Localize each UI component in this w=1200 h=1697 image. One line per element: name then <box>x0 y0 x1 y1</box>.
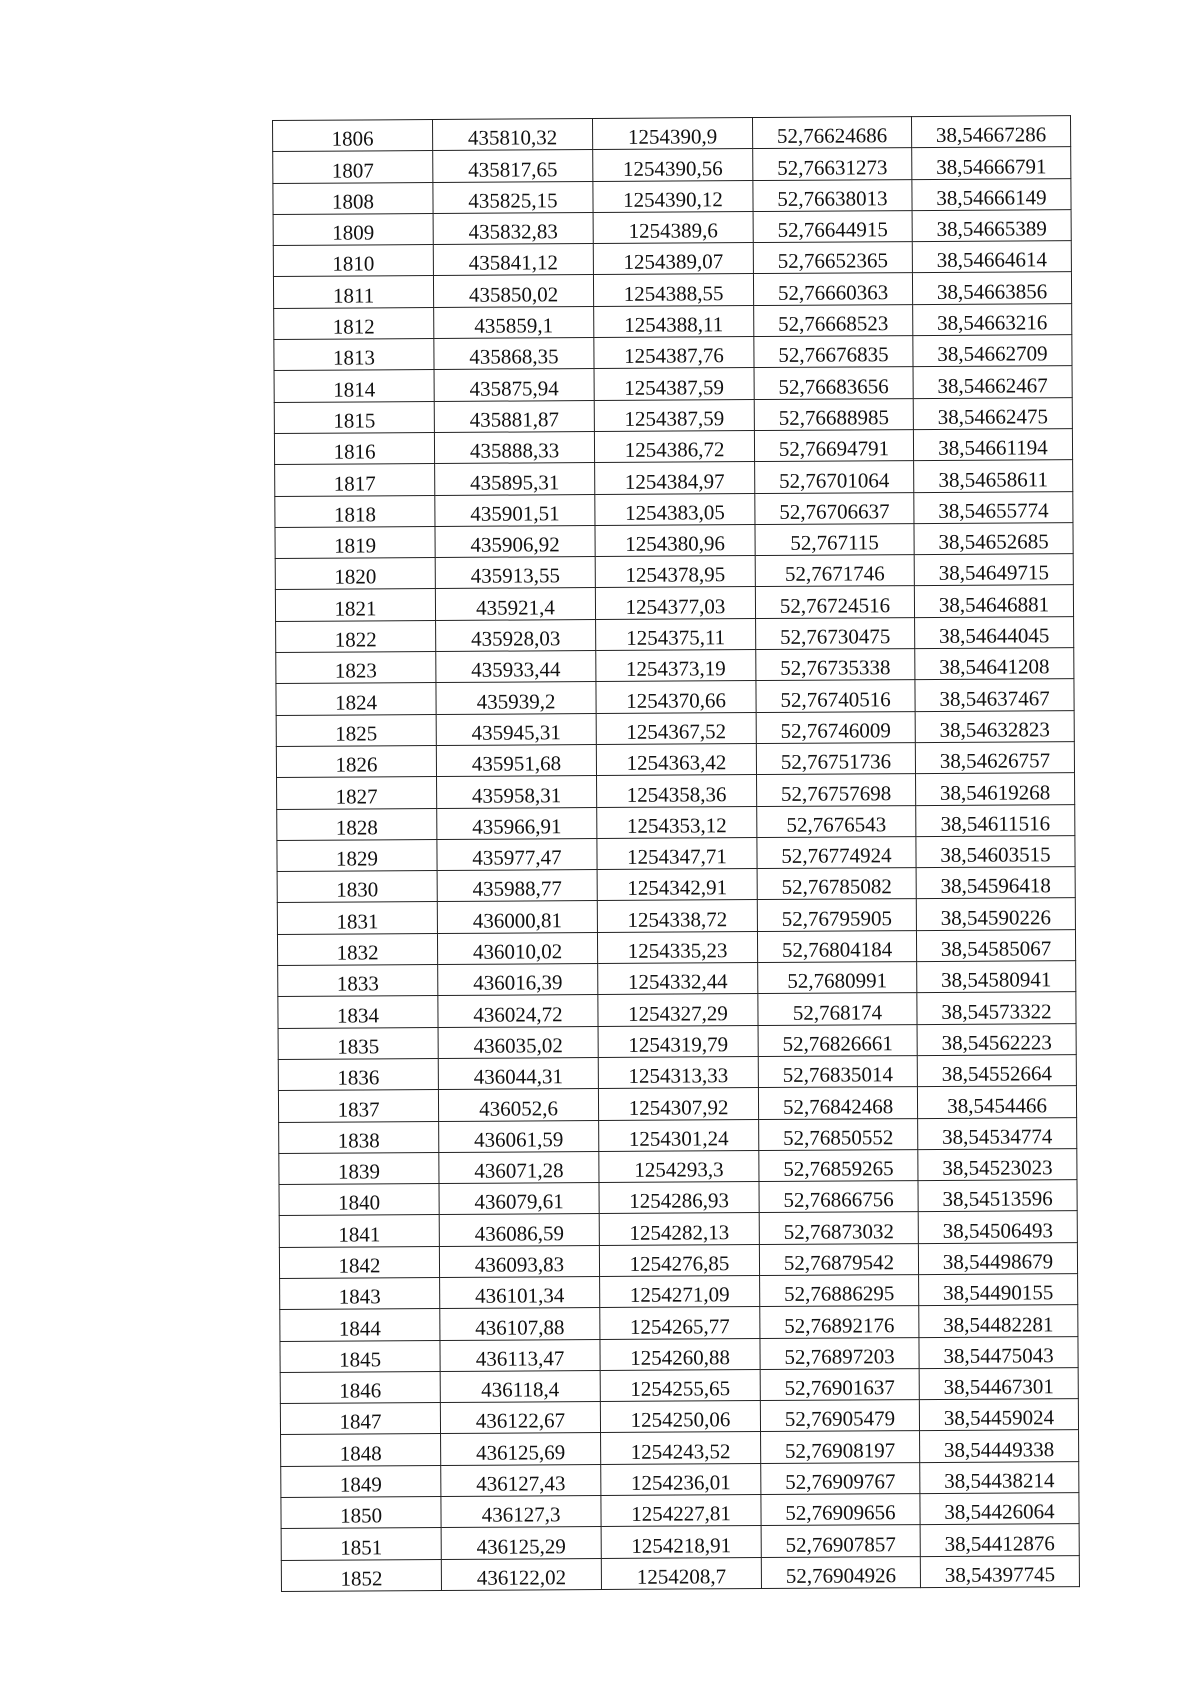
latitude-cell: 52,7676543 <box>757 805 916 837</box>
y-coordinate-cell: 1254388,55 <box>593 274 753 306</box>
point-number-cell: 1809 <box>273 213 433 245</box>
table-row <box>273 178 1071 214</box>
coordinates-table-body <box>273 116 1080 1592</box>
table-row <box>279 1242 1077 1278</box>
table-row <box>274 397 1072 433</box>
y-coordinate-cell: 1254313,33 <box>598 1056 758 1088</box>
x-coordinate-cell: 435951,68 <box>436 744 596 776</box>
point-number-cell: 1807 <box>273 151 433 183</box>
point-number-cell: 1841 <box>279 1215 439 1247</box>
longitude-cell: 38,54449338 <box>920 1430 1079 1462</box>
table-row <box>281 1461 1079 1497</box>
table-row <box>275 522 1073 558</box>
latitude-cell: 52,76785082 <box>757 868 916 900</box>
y-coordinate-cell: 1254301,24 <box>599 1119 759 1151</box>
longitude-cell: 38,54619268 <box>916 773 1075 805</box>
longitude-cell: 38,54498679 <box>918 1242 1077 1274</box>
longitude-cell: 38,54534774 <box>918 1117 1077 1149</box>
y-coordinate-cell: 1254383,05 <box>595 493 755 525</box>
y-coordinate-cell: 1254378,95 <box>595 556 755 588</box>
latitude-cell: 52,76904926 <box>761 1556 920 1588</box>
latitude-cell: 52,7680991 <box>758 962 917 994</box>
x-coordinate-cell: 435868,35 <box>434 338 594 370</box>
point-number-cell: 1816 <box>274 432 434 464</box>
table-row <box>281 1555 1079 1591</box>
latitude-cell: 52,76706637 <box>755 492 914 524</box>
longitude-cell: 38,54662475 <box>913 397 1072 429</box>
latitude-cell: 52,76694791 <box>754 430 913 462</box>
point-number-cell: 1843 <box>280 1277 440 1309</box>
latitude-cell: 52,76879542 <box>759 1243 918 1275</box>
y-coordinate-cell: 1254236,01 <box>601 1463 761 1495</box>
longitude-cell: 38,54580941 <box>917 961 1076 993</box>
table-row <box>273 147 1071 183</box>
point-number-cell: 1840 <box>279 1184 439 1216</box>
latitude-cell: 52,768174 <box>758 993 917 1025</box>
longitude-cell: 38,54644045 <box>915 616 1074 648</box>
latitude-cell: 52,76644915 <box>753 210 912 242</box>
x-coordinate-cell: 436122,67 <box>440 1402 600 1434</box>
latitude-cell: 52,76757698 <box>757 774 916 806</box>
y-coordinate-cell: 1254387,59 <box>594 399 754 431</box>
table-row <box>274 366 1072 402</box>
x-coordinate-cell: 435939,2 <box>436 682 596 714</box>
y-coordinate-cell: 1254276,85 <box>599 1244 759 1276</box>
latitude-cell: 52,76624686 <box>752 117 911 149</box>
y-coordinate-cell: 1254390,9 <box>592 118 752 150</box>
x-coordinate-cell: 435966,91 <box>437 807 597 839</box>
x-coordinate-cell: 436125,69 <box>441 1433 601 1465</box>
longitude-cell: 38,54646881 <box>914 585 1073 617</box>
x-coordinate-cell: 436061,59 <box>439 1120 599 1152</box>
latitude-cell: 52,76873032 <box>759 1212 918 1244</box>
longitude-cell: 38,54662467 <box>913 366 1072 398</box>
table-row <box>280 1399 1078 1435</box>
y-coordinate-cell: 1254342,91 <box>597 869 757 901</box>
point-number-cell: 1810 <box>273 245 433 277</box>
point-number-cell: 1813 <box>274 339 434 371</box>
table-row <box>274 429 1072 465</box>
table-row <box>279 1180 1077 1216</box>
latitude-cell: 52,76795905 <box>757 899 916 931</box>
table-row <box>275 491 1073 527</box>
table-row <box>277 898 1075 934</box>
point-number-cell: 1825 <box>276 714 436 746</box>
point-number-cell: 1815 <box>274 401 434 433</box>
y-coordinate-cell: 1254319,79 <box>598 1025 758 1057</box>
latitude-cell: 52,76850552 <box>759 1118 918 1150</box>
x-coordinate-cell: 435928,03 <box>436 619 596 651</box>
latitude-cell: 52,76866756 <box>759 1181 918 1213</box>
x-coordinate-cell: 436035,02 <box>438 1026 598 1058</box>
x-coordinate-cell: 436113,47 <box>440 1339 600 1371</box>
table-row <box>280 1274 1078 1310</box>
latitude-cell: 52,76842468 <box>758 1087 917 1119</box>
longitude-cell: 38,54611516 <box>916 804 1075 836</box>
table-row <box>273 116 1071 152</box>
x-coordinate-cell: 435933,44 <box>436 651 596 683</box>
latitude-cell: 52,76730475 <box>756 617 915 649</box>
x-coordinate-cell: 436127,3 <box>441 1496 601 1528</box>
point-number-cell: 1831 <box>277 902 437 934</box>
point-number-cell: 1848 <box>281 1434 441 1466</box>
latitude-cell: 52,76631273 <box>753 148 912 180</box>
x-coordinate-cell: 435945,31 <box>436 713 596 745</box>
table-row <box>276 648 1074 684</box>
point-number-cell: 1835 <box>278 1027 438 1059</box>
x-coordinate-cell: 436093,83 <box>439 1245 599 1277</box>
x-coordinate-cell: 435881,87 <box>434 400 594 432</box>
latitude-cell: 52,76668523 <box>754 304 913 336</box>
x-coordinate-cell: 435832,83 <box>433 212 593 244</box>
x-coordinate-cell: 436101,34 <box>440 1277 600 1309</box>
longitude-cell: 38,54412876 <box>920 1524 1079 1556</box>
point-number-cell: 1830 <box>277 871 437 903</box>
table-row <box>275 554 1073 590</box>
x-coordinate-cell: 435906,92 <box>435 525 595 557</box>
longitude-cell: 38,54661194 <box>913 429 1072 461</box>
point-number-cell: 1821 <box>275 589 435 621</box>
point-number-cell: 1850 <box>281 1497 441 1529</box>
x-coordinate-cell: 436107,88 <box>440 1308 600 1340</box>
y-coordinate-cell: 1254335,23 <box>597 931 757 963</box>
y-coordinate-cell: 1254390,12 <box>593 180 753 212</box>
latitude-cell: 52,76908197 <box>761 1431 920 1463</box>
point-number-cell: 1837 <box>278 1090 438 1122</box>
latitude-cell: 52,76835014 <box>758 1055 917 1087</box>
latitude-cell: 52,767115 <box>755 523 914 555</box>
y-coordinate-cell: 1254358,36 <box>597 775 757 807</box>
table-row <box>279 1148 1077 1184</box>
x-coordinate-cell: 435901,51 <box>435 494 595 526</box>
longitude-cell: 38,54655774 <box>914 491 1073 523</box>
table-row <box>281 1493 1079 1529</box>
x-coordinate-cell: 436127,43 <box>441 1464 601 1496</box>
longitude-cell: 38,54573322 <box>917 992 1076 1024</box>
longitude-cell: 38,54523023 <box>918 1148 1077 1180</box>
y-coordinate-cell: 1254353,12 <box>597 806 757 838</box>
point-number-cell: 1839 <box>279 1152 439 1184</box>
x-coordinate-cell: 435825,15 <box>433 181 593 213</box>
y-coordinate-cell: 1254218,91 <box>601 1526 761 1558</box>
x-coordinate-cell: 435977,47 <box>437 838 597 870</box>
y-coordinate-cell: 1254338,72 <box>597 900 757 932</box>
point-number-cell: 1849 <box>281 1465 441 1497</box>
latitude-cell: 52,76740516 <box>756 680 915 712</box>
point-number-cell: 1823 <box>276 652 436 684</box>
latitude-cell: 52,76774924 <box>757 836 916 868</box>
y-coordinate-cell: 1254389,07 <box>593 243 753 275</box>
longitude-cell: 38,54459024 <box>919 1399 1078 1431</box>
table-row <box>276 742 1074 778</box>
longitude-cell: 38,5454466 <box>917 1086 1076 1118</box>
x-coordinate-cell: 436122,02 <box>441 1558 601 1590</box>
table-row <box>277 929 1075 965</box>
latitude-cell: 52,76676835 <box>754 336 913 368</box>
latitude-cell: 52,76907857 <box>761 1525 920 1557</box>
latitude-cell: 52,76724516 <box>755 586 914 618</box>
point-number-cell: 1827 <box>277 777 437 809</box>
table-row <box>274 303 1072 339</box>
point-number-cell: 1829 <box>277 839 437 871</box>
longitude-cell: 38,54667286 <box>911 116 1070 148</box>
longitude-cell: 38,54662709 <box>913 335 1072 367</box>
x-coordinate-cell: 436044,31 <box>438 1057 598 1089</box>
longitude-cell: 38,54626757 <box>915 742 1074 774</box>
point-number-cell: 1811 <box>273 276 433 308</box>
longitude-cell: 38,54506493 <box>918 1211 1077 1243</box>
x-coordinate-cell: 435841,12 <box>433 244 593 276</box>
point-number-cell: 1818 <box>275 495 435 527</box>
y-coordinate-cell: 1254347,71 <box>597 837 757 869</box>
longitude-cell: 38,54637467 <box>915 679 1074 711</box>
longitude-cell: 38,54585067 <box>916 929 1075 961</box>
x-coordinate-cell: 435875,94 <box>434 369 594 401</box>
latitude-cell: 52,76826661 <box>758 1024 917 1056</box>
longitude-cell: 38,54482281 <box>919 1305 1078 1337</box>
longitude-cell: 38,54663856 <box>912 272 1071 304</box>
point-number-cell: 1819 <box>275 526 435 558</box>
x-coordinate-cell: 435913,55 <box>435 557 595 589</box>
point-number-cell: 1812 <box>274 307 434 339</box>
latitude-cell: 52,76909767 <box>761 1462 920 1494</box>
x-coordinate-cell: 435810,32 <box>433 119 593 151</box>
point-number-cell: 1833 <box>278 965 438 997</box>
latitude-cell: 52,76683656 <box>754 367 913 399</box>
x-coordinate-cell: 435988,77 <box>437 870 597 902</box>
y-coordinate-cell: 1254332,44 <box>598 963 758 995</box>
y-coordinate-cell: 1254271,09 <box>600 1276 760 1308</box>
table-row <box>278 1055 1076 1091</box>
y-coordinate-cell: 1254386,72 <box>594 431 754 463</box>
longitude-cell: 38,54649715 <box>914 554 1073 586</box>
longitude-cell: 38,54666149 <box>912 178 1071 210</box>
y-coordinate-cell: 1254227,81 <box>601 1495 761 1527</box>
x-coordinate-cell: 436086,59 <box>439 1214 599 1246</box>
longitude-cell: 38,54467301 <box>919 1367 1078 1399</box>
latitude-cell: 52,76859265 <box>759 1149 918 1181</box>
table-row <box>273 210 1071 246</box>
point-number-cell: 1844 <box>280 1309 440 1341</box>
table-row <box>280 1305 1078 1341</box>
table-row <box>278 1086 1076 1122</box>
y-coordinate-cell: 1254327,29 <box>598 994 758 1026</box>
y-coordinate-cell: 1254387,76 <box>594 337 754 369</box>
x-coordinate-cell: 436079,61 <box>439 1183 599 1215</box>
table-row <box>275 585 1073 621</box>
latitude-cell: 52,76897203 <box>760 1337 919 1369</box>
latitude-cell: 52,76886295 <box>760 1275 919 1307</box>
longitude-cell: 38,54603515 <box>916 835 1075 867</box>
x-coordinate-cell: 436024,72 <box>438 995 598 1027</box>
longitude-cell: 38,54490155 <box>919 1274 1078 1306</box>
longitude-cell: 38,54552664 <box>917 1055 1076 1087</box>
point-number-cell: 1832 <box>277 933 437 965</box>
table-row <box>277 773 1075 809</box>
longitude-cell: 38,54632823 <box>915 710 1074 742</box>
y-coordinate-cell: 1254380,96 <box>595 524 755 556</box>
x-coordinate-cell: 435888,33 <box>434 432 594 464</box>
point-number-cell: 1820 <box>275 558 435 590</box>
y-coordinate-cell: 1254388,11 <box>594 305 754 337</box>
y-coordinate-cell: 1254370,66 <box>596 681 756 713</box>
latitude-cell: 52,76660363 <box>753 273 912 305</box>
table-row <box>273 272 1071 308</box>
latitude-cell: 52,76746009 <box>756 711 915 743</box>
y-coordinate-cell: 1254250,06 <box>600 1401 760 1433</box>
y-coordinate-cell: 1254282,13 <box>599 1213 759 1245</box>
table-row <box>276 679 1074 715</box>
point-number-cell: 1826 <box>276 745 436 777</box>
table-row <box>281 1524 1079 1560</box>
point-number-cell: 1847 <box>280 1403 440 1435</box>
point-number-cell: 1842 <box>279 1246 439 1278</box>
table-row <box>281 1430 1079 1466</box>
x-coordinate-cell: 435859,1 <box>434 306 594 338</box>
y-coordinate-cell: 1254363,42 <box>596 743 756 775</box>
y-coordinate-cell: 1254286,93 <box>599 1182 759 1214</box>
latitude-cell: 52,76688985 <box>754 398 913 430</box>
latitude-cell: 52,76901637 <box>760 1368 919 1400</box>
table-row <box>273 241 1071 277</box>
table-row <box>280 1367 1078 1403</box>
coordinates-table <box>272 115 1080 1592</box>
table-row <box>275 460 1073 496</box>
table-row <box>274 335 1072 371</box>
x-coordinate-cell: 436125,29 <box>441 1527 601 1559</box>
longitude-cell: 38,54397745 <box>920 1555 1079 1587</box>
y-coordinate-cell: 1254307,92 <box>598 1088 758 1120</box>
table-row <box>277 867 1075 903</box>
x-coordinate-cell: 436052,6 <box>438 1089 598 1121</box>
x-coordinate-cell: 436118,4 <box>440 1370 600 1402</box>
table-row <box>279 1117 1077 1153</box>
y-coordinate-cell: 1254243,52 <box>601 1432 761 1464</box>
point-number-cell: 1838 <box>279 1121 439 1153</box>
longitude-cell: 38,54513596 <box>918 1180 1077 1212</box>
table-row <box>276 710 1074 746</box>
latitude-cell: 52,76905479 <box>760 1400 919 1432</box>
point-number-cell: 1806 <box>273 120 433 152</box>
latitude-cell: 52,7671746 <box>755 555 914 587</box>
latitude-cell: 52,76892176 <box>760 1306 919 1338</box>
longitude-cell: 38,54596418 <box>916 867 1075 899</box>
x-coordinate-cell: 435817,65 <box>433 150 593 182</box>
x-coordinate-cell: 435921,4 <box>435 588 595 620</box>
table-row <box>278 961 1076 997</box>
table-row <box>278 992 1076 1028</box>
x-coordinate-cell: 435850,02 <box>433 275 593 307</box>
latitude-cell: 52,76909656 <box>761 1494 920 1526</box>
longitude-cell: 38,54664614 <box>912 241 1071 273</box>
latitude-cell: 52,76652365 <box>753 242 912 274</box>
latitude-cell: 52,76638013 <box>753 179 912 211</box>
longitude-cell: 38,54663216 <box>913 303 1072 335</box>
longitude-cell: 38,54426064 <box>920 1493 1079 1525</box>
latitude-cell: 52,76735338 <box>756 649 915 681</box>
x-coordinate-cell: 435958,31 <box>437 776 597 808</box>
y-coordinate-cell: 1254293,3 <box>599 1150 759 1182</box>
y-coordinate-cell: 1254389,6 <box>593 211 753 243</box>
y-coordinate-cell: 1254387,59 <box>594 368 754 400</box>
point-number-cell: 1845 <box>280 1340 440 1372</box>
y-coordinate-cell: 1254255,65 <box>600 1369 760 1401</box>
point-number-cell: 1846 <box>280 1371 440 1403</box>
point-number-cell: 1824 <box>276 683 436 715</box>
longitude-cell: 38,54665389 <box>912 210 1071 242</box>
table-row <box>280 1336 1078 1372</box>
table-row <box>277 835 1075 871</box>
y-coordinate-cell: 1254377,03 <box>595 587 755 619</box>
table-row <box>278 1023 1076 1059</box>
y-coordinate-cell: 1254375,11 <box>596 618 756 650</box>
longitude-cell: 38,54652685 <box>914 522 1073 554</box>
y-coordinate-cell: 1254208,7 <box>601 1557 761 1589</box>
longitude-cell: 38,54438214 <box>920 1461 1079 1493</box>
point-number-cell: 1822 <box>276 620 436 652</box>
x-coordinate-cell: 436000,81 <box>437 901 597 933</box>
latitude-cell: 52,76804184 <box>757 930 916 962</box>
point-number-cell: 1808 <box>273 182 433 214</box>
latitude-cell: 52,76751736 <box>756 743 915 775</box>
longitude-cell: 38,54666791 <box>912 147 1071 179</box>
latitude-cell: 52,76701064 <box>755 461 914 493</box>
longitude-cell: 38,54590226 <box>916 898 1075 930</box>
point-number-cell: 1851 <box>281 1528 441 1560</box>
point-number-cell: 1852 <box>281 1559 441 1591</box>
point-number-cell: 1828 <box>277 808 437 840</box>
table-row <box>279 1211 1077 1247</box>
y-coordinate-cell: 1254384,97 <box>595 462 755 494</box>
point-number-cell: 1817 <box>275 464 435 496</box>
x-coordinate-cell: 435895,31 <box>435 463 595 495</box>
longitude-cell: 38,54475043 <box>919 1336 1078 1368</box>
y-coordinate-cell: 1254265,77 <box>600 1307 760 1339</box>
x-coordinate-cell: 436016,39 <box>438 964 598 996</box>
point-number-cell: 1814 <box>274 370 434 402</box>
longitude-cell: 38,54658611 <box>914 460 1073 492</box>
y-coordinate-cell: 1254367,52 <box>596 712 756 744</box>
point-number-cell: 1834 <box>278 996 438 1028</box>
point-number-cell: 1836 <box>278 1058 438 1090</box>
table-row <box>276 616 1074 652</box>
table-row <box>277 804 1075 840</box>
longitude-cell: 38,54562223 <box>917 1023 1076 1055</box>
x-coordinate-cell: 436071,28 <box>439 1151 599 1183</box>
x-coordinate-cell: 436010,02 <box>437 932 597 964</box>
y-coordinate-cell: 1254390,56 <box>593 149 753 181</box>
y-coordinate-cell: 1254373,19 <box>596 650 756 682</box>
y-coordinate-cell: 1254260,88 <box>600 1338 760 1370</box>
longitude-cell: 38,54641208 <box>915 648 1074 680</box>
